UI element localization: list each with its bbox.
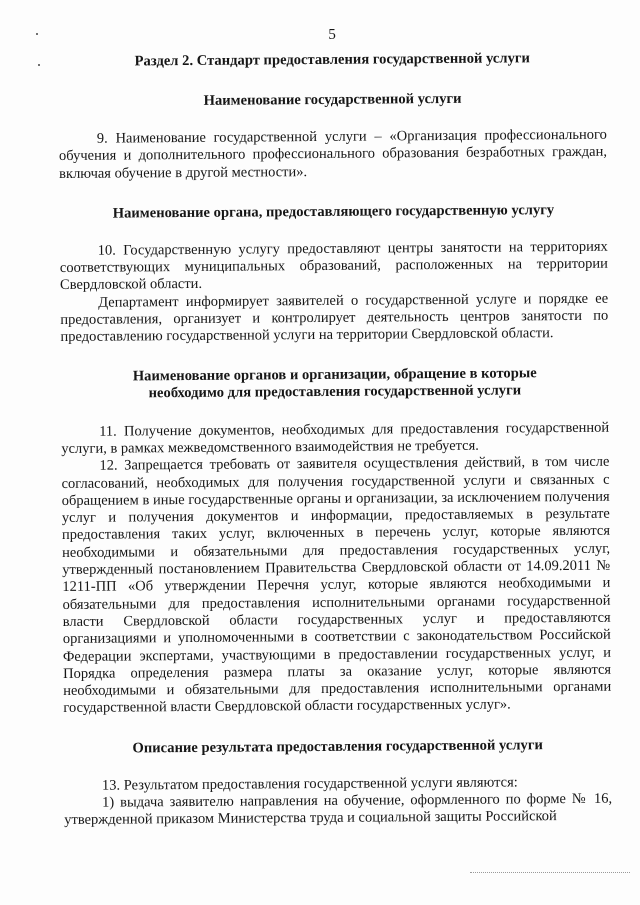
heading-organizations: [61, 364, 609, 402]
paragraph-13: 13. Результатом предоставления государственной услуги являются:: [101, 774, 518, 794]
page-number: 5: [328, 26, 336, 43]
paragraph-12: 12. Запрещается требовать от заявителя осуществления действий, в том числе согласований, необходимых для получения государственной услуги и связанных с обращением в иные государственные органы и организации, за исключением получения услуг и получения документов и информации, предоставляемых в результате предоставления таких услуг, включенных в перечень услуг, которые являются необходимыми и обязательными для предоставления государственных услуг, утвержденный постановлением Правительства Свердловской области от 14.09.2011 № 1211-ПП «Об утверждении Перечня услуг, которые являются необходимыми и обязательными для предоставления исполнительными органами государственной власти Свердловской области государственных услуг и предоставляются организациями и уполномоченными в соответствии с законодательством Российской Федерации экспертами, участвующими в предоставлении государственных услуг, и Порядка определения размера платы за оказание услуг, которые являются необходимыми и обязательными для предоставления исполнительными органами государственной власти Свердловской области государственных услуг».: [61, 453, 612, 717]
document-body: [58, 24, 612, 830]
heading-service-name: Наименование государственной услуги: [203, 90, 462, 109]
paragraph-10: 10. Государственную услугу предоставляют центры занятости на территориях соответствующих муниципальных образований, расположенных на территории Свердловской области.: [59, 238, 608, 294]
heading-organizations-line1: Наименование органов и организации, обращение в которые: [132, 364, 537, 385]
heading-organizations-line2: необходимо для предоставления государственной услуги: [148, 382, 522, 401]
heading-result: Описание результата предоставления государственной услуги: [132, 736, 543, 757]
scan-speck: [36, 33, 38, 35]
paragraph-9: 9. Наименование государственной услуги – «Организация профессионального обучения и дополнительного профессионального образования безработных граждан, включая обучение в другой местности».: [58, 126, 608, 182]
paragraph-11: 11. Получение документов, необходимых для предоставления государственной услуги, в рамках межведомственного взаимодействия не требуется.: [61, 419, 610, 457]
scan-speck: [38, 64, 40, 66]
paragraph-13-item-1: 1) выдача заявителю направления на обучение, оформленного по форме № 16, утвержденной приказом Министерства труда и социальной защиты Российской: [64, 790, 613, 829]
section-title: Раздел 2. Стандарт предоставления государственной услуги: [134, 50, 530, 70]
heading-authority: Наименование органа, предоставляющего государственную услугу: [112, 201, 555, 222]
paragraph-department: Департамент информирует заявителей о государственной услуге и порядке ее предоставления, организует и контролирует деятельность центров занятости по предоставлению государственной услуги на территории Свердловской области.: [60, 290, 609, 346]
scan-edge-line: [470, 872, 630, 874]
